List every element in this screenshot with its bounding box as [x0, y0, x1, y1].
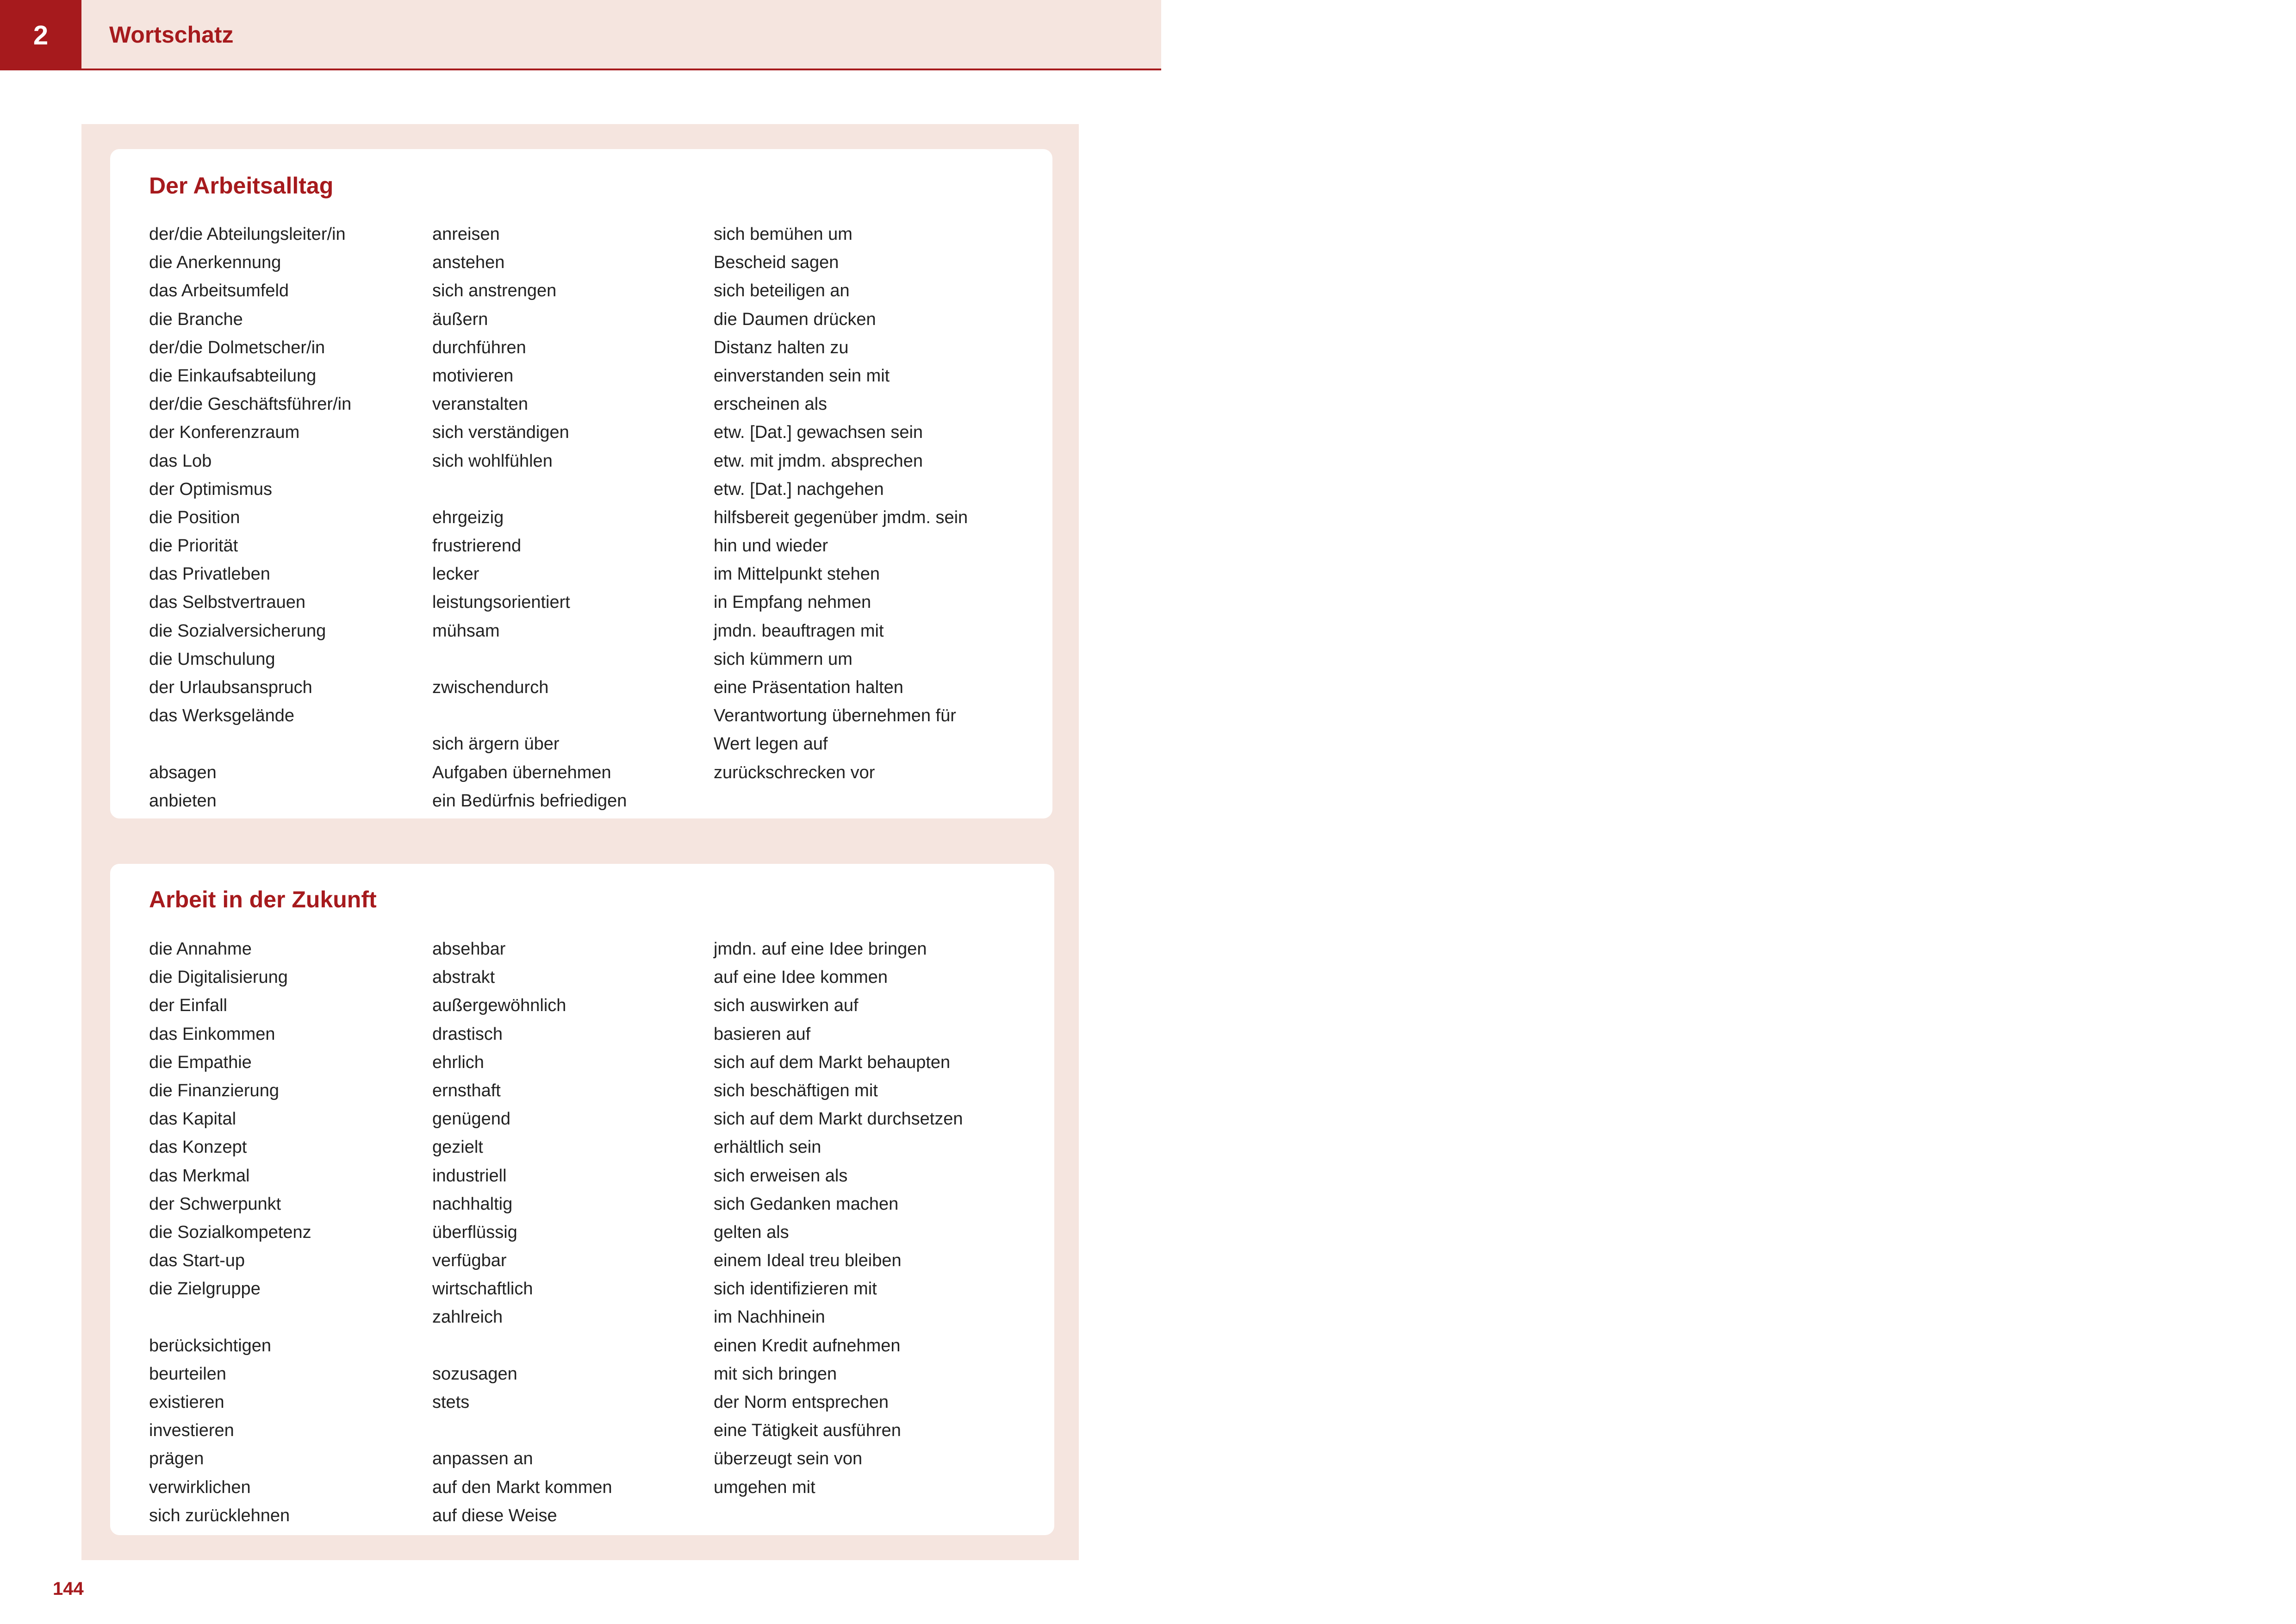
vocab-entry: verwirklichen [149, 1477, 251, 1497]
vocab-entry: hilfsbereit gegenüber jmdm. sein [714, 507, 968, 527]
vocab-entry: durchführen [432, 337, 526, 357]
vocab-entry: industriell [432, 1166, 507, 1186]
vocab-entry: der Konferenzraum [149, 423, 300, 443]
vocab-entry: im Nachhinein [714, 1307, 825, 1327]
vocab-entry: sich erweisen als [714, 1166, 848, 1186]
vocab-entry: zahlreich [432, 1307, 503, 1327]
vocab-entry: auf diese Weise [432, 1505, 557, 1525]
header-title: Wortschatz [109, 22, 234, 48]
vocab-entry: das Konzept [149, 1137, 247, 1157]
vocab-entry: gezielt [432, 1137, 483, 1157]
vocab-entry: beurteilen [149, 1364, 226, 1384]
vocab-entry: sich auswirken auf [714, 996, 859, 1016]
vocab-entry: absagen [149, 762, 217, 782]
vocab-entry: existieren [149, 1393, 224, 1412]
vocab-entry: einen Kredit aufnehmen [714, 1336, 901, 1355]
vocab-entry: sich zurücklehnen [149, 1505, 290, 1525]
vocab-entry: abstrakt [432, 968, 495, 987]
vocab-entry: erhältlich sein [714, 1137, 821, 1157]
vocab-entry: sich identifizieren mit [714, 1279, 877, 1299]
vocab-entry: veranstalten [432, 394, 529, 414]
vocab-entry: basieren auf [714, 1024, 811, 1044]
vocab-entry: genügend [432, 1109, 511, 1129]
vocab-entry: zurückschrecken vor [714, 762, 875, 782]
vocab-spacer [432, 475, 710, 504]
vocab-entry: etw. [Dat.] nachgehen [714, 479, 884, 499]
page-number: 144 [53, 1579, 84, 1599]
vocab-entry: die Einkaufsabteilung [149, 366, 317, 386]
vocab-entry: ehrlich [432, 1052, 484, 1072]
vocab-entry: umgehen mit [714, 1477, 815, 1497]
vocab-entry: sich wohlfühlen [432, 451, 553, 471]
vocab-entry: sich Gedanken machen [714, 1194, 899, 1214]
section-card-zukunft [110, 864, 1054, 1535]
vocab-entry: das Start-up [149, 1251, 245, 1271]
vocab-entry: außergewöhnlich [432, 996, 566, 1016]
vocab-entry: der/die Abteilungsleiter/in [149, 225, 346, 244]
vocab-entry: mit sich bringen [714, 1364, 837, 1384]
vocab-entry: die Daumen drücken [714, 309, 876, 329]
vocab-entry: motivieren [432, 366, 514, 386]
vocab-entry: auf den Markt kommen [432, 1477, 612, 1497]
vocab-entry: das Merkmal [149, 1166, 250, 1186]
vocab-entry: das Arbeitsumfeld [149, 281, 289, 301]
vocab-entry: nachhaltig [432, 1194, 513, 1214]
vocab-entry: absehbar [432, 939, 506, 959]
vocab-entry: verfügbar [432, 1251, 507, 1271]
vocab-entry: hin und wieder [714, 536, 828, 556]
word-column [714, 220, 991, 787]
vocab-entry: die Zielgruppe [149, 1279, 261, 1299]
vocab-entry: das Werksgelände [149, 706, 295, 726]
vocab-spacer [432, 702, 710, 730]
vocab-entry: sich auf dem Markt behaupten [714, 1052, 951, 1072]
vocab-entry: lecker [432, 564, 479, 584]
vocab-entry: sich kümmern um [714, 649, 852, 669]
vocab-entry: investieren [149, 1421, 234, 1441]
vocab-entry: in Empfang nehmen [714, 593, 871, 612]
vocab-spacer [432, 1332, 710, 1360]
vocab-entry: Wert legen auf [714, 734, 828, 754]
vocab-entry: die Position [149, 507, 240, 527]
vocab-entry: das Lob [149, 451, 212, 471]
vocab-entry: die Branche [149, 309, 243, 329]
vocab-entry: sich anstrengen [432, 281, 557, 301]
vocab-entry: berücksichtigen [149, 1336, 272, 1355]
vocab-entry: sozusagen [432, 1364, 517, 1384]
vocab-entry: eine Präsentation halten [714, 678, 903, 697]
vocab-entry: der Schwerpunkt [149, 1194, 281, 1214]
vocab-entry: erscheinen als [714, 394, 828, 414]
vocab-entry: einem Ideal treu bleiben [714, 1251, 902, 1271]
vocab-entry: die Finanzierung [149, 1081, 279, 1100]
vocab-entry: die Priorität [149, 536, 238, 556]
vocab-entry: der Urlaubsanspruch [149, 678, 312, 697]
vocab-entry: ernsthaft [432, 1081, 501, 1100]
vocab-entry: leistungsorientiert [432, 593, 570, 612]
vocab-entry: etw. [Dat.] gewachsen sein [714, 423, 923, 443]
vocab-entry: prägen [149, 1449, 204, 1469]
vocab-entry: jmdn. beauftragen mit [714, 621, 884, 641]
vocab-entry: anbieten [149, 791, 217, 811]
vocab-entry: sich beteiligen an [714, 281, 850, 301]
vocab-spacer [149, 730, 427, 758]
vocab-entry: eine Tätigkeit ausführen [714, 1421, 901, 1441]
vocab-entry: die Anerkennung [149, 253, 281, 273]
vocab-entry: sich verständigen [432, 423, 569, 443]
vocab-spacer [432, 1417, 710, 1445]
vocab-entry: Bescheid sagen [714, 253, 839, 273]
word-column [432, 220, 710, 815]
vocab-entry: drastisch [432, 1024, 503, 1044]
vocab-entry: zwischendurch [432, 678, 549, 697]
vocab-entry: wirtschaftlich [432, 1279, 533, 1299]
vocab-entry: Aufgaben übernehmen [432, 762, 611, 782]
vocab-entry: sich bemühen um [714, 225, 852, 244]
vocab-entry: die Sozialkompetenz [149, 1222, 311, 1242]
vocab-entry: etw. mit jmdm. absprechen [714, 451, 923, 471]
vocab-spacer [149, 1303, 427, 1331]
vocab-entry: anreisen [432, 225, 500, 244]
vocab-entry: der/die Geschäftsführer/in [149, 394, 352, 414]
chapter-number: 2 [0, 0, 81, 70]
vocab-spacer [432, 645, 710, 674]
vocab-entry: äußern [432, 309, 488, 329]
word-column [432, 935, 710, 1530]
vocab-entry: der Optimismus [149, 479, 273, 499]
vocab-entry: sich auf dem Markt durchsetzen [714, 1109, 963, 1129]
vocab-entry: Distanz halten zu [714, 337, 849, 357]
vocab-entry: der Einfall [149, 996, 227, 1016]
vocab-entry: überflüssig [432, 1222, 517, 1242]
vocab-entry: Verantwortung übernehmen für [714, 706, 956, 726]
vocab-entry: frustrierend [432, 536, 522, 556]
vocab-entry: stets [432, 1393, 470, 1412]
word-column [149, 935, 427, 1530]
vocab-entry: jmdn. auf eine Idee bringen [714, 939, 927, 959]
section-card-arbeitsalltag [110, 149, 1052, 818]
vocab-entry: einverstanden sein mit [714, 366, 890, 386]
vocab-entry: sich beschäftigen mit [714, 1081, 878, 1100]
vocab-entry: das Kapital [149, 1109, 236, 1129]
vocab-entry: die Empathie [149, 1052, 252, 1072]
vocab-entry: gelten als [714, 1222, 789, 1242]
vocab-entry: die Sozialversicherung [149, 621, 326, 641]
vocab-entry: auf eine Idee kommen [714, 968, 888, 987]
vocab-entry: im Mittelpunkt stehen [714, 564, 880, 584]
vocab-entry: ehrgeizig [432, 507, 504, 527]
word-column [149, 220, 427, 815]
vocab-entry: sich ärgern über [432, 734, 560, 754]
vocab-entry: ein Bedürfnis befriedigen [432, 791, 627, 811]
vocab-entry: die Umschulung [149, 649, 275, 669]
vocab-entry: anpassen an [432, 1449, 533, 1469]
vocab-entry: die Annahme [149, 939, 252, 959]
header-bar [0, 0, 1161, 70]
section-title: Der Arbeitsalltag [149, 173, 334, 199]
word-column [714, 935, 991, 1502]
vocab-entry: überzeugt sein von [714, 1449, 863, 1469]
vocab-entry: das Einkommen [149, 1024, 275, 1044]
vocab-entry: die Digitalisierung [149, 968, 288, 987]
section-title: Arbeit in der Zukunft [149, 887, 377, 912]
vocab-entry: anstehen [432, 253, 505, 273]
vocab-entry: der/die Dolmetscher/in [149, 337, 325, 357]
vocab-entry: mühsam [432, 621, 500, 641]
vocab-entry: das Selbstvertrauen [149, 593, 305, 612]
vocab-entry: der Norm entsprechen [714, 1393, 889, 1412]
vocab-entry: das Privatleben [149, 564, 270, 584]
